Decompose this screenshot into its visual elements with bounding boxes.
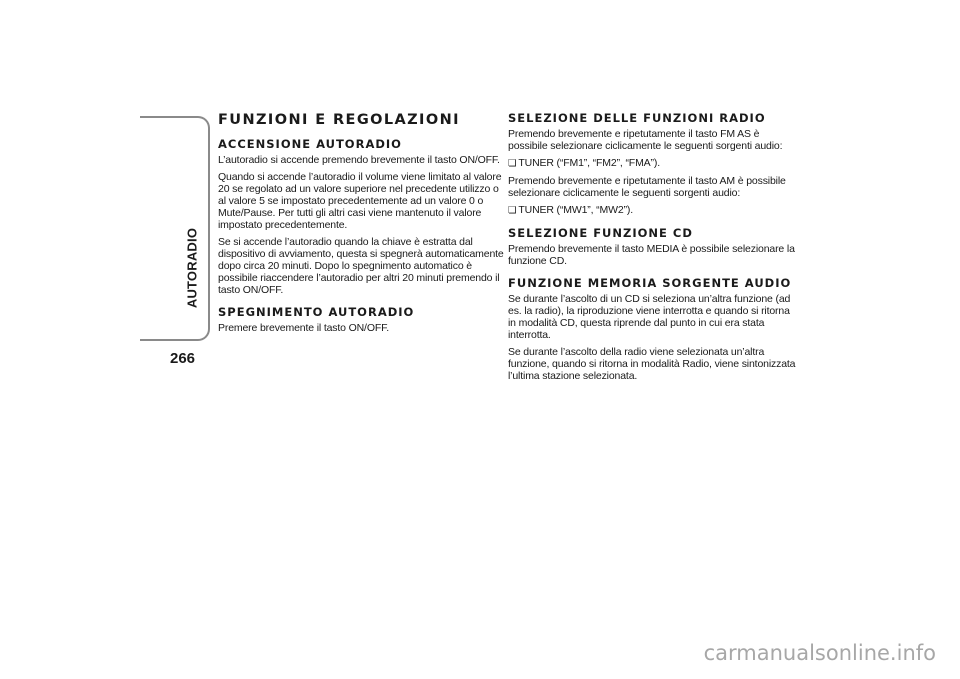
left-column (218, 112, 508, 344)
section-heading: SELEZIONE FUNZIONE CD (508, 226, 693, 240)
paragraph: Premere brevemente il tasto ON/OFF. (218, 322, 389, 334)
watermark-text: carmanualsonline.info (703, 641, 936, 665)
section-heading: FUNZIONE MEMORIA SORGENTE AUDIO (508, 276, 792, 290)
paragraph: Premendo brevemente e ripetutamente il tasto FM AS è possibile selezionare ciclicamente le seguenti sorgenti audio: (508, 128, 783, 152)
section-spegnimento (218, 306, 508, 334)
paragraph: Quando si accende l’autoradio il volume viene limitato al valore 20 se regolato ad un valore superiore nel precedente utilizzo o al valore 5 se impostato precedentemente ad un valore 0 o Mute/Pause. Per tutti gli altri casi viene mantenuto il valore impostato precedentemente. (218, 171, 502, 231)
page-number: 266 (170, 350, 196, 367)
section-heading: SELEZIONE DELLE FUNZIONI RADIO (508, 111, 766, 125)
section-funzioni-radio (508, 112, 798, 217)
section-memoria-sorgente (508, 277, 798, 382)
paragraph: L’autoradio si accende premendo brevemente il tasto ON/OFF. (218, 154, 500, 166)
paragraph: Se si accende l’autoradio quando la chiave è estratta dal dispositivo di avviamento, questa si spegnerà automaticamente dopo circa 20 minuti. Dopo lo spegnimento automatico è possibile riaccendere l’autoradio per altri 20 minuti premendo il tasto ON/OFF. (218, 236, 504, 296)
page-side-frame (140, 116, 210, 341)
section-heading: ACCENSIONE AUTORADIO (218, 137, 402, 151)
paragraph: Se durante l’ascolto di un CD si seleziona un’altra funzione (ad es. la radio), la riproduzione viene interrotta e quando si ritorna in modalità CD, questa riprende dal punto in cui era stata interrotta. (508, 293, 791, 341)
page-title: FUNZIONI E REGOLAZIONI (218, 112, 460, 128)
right-column (508, 112, 798, 392)
paragraph: Premendo brevemente il tasto MEDIA è possibile selezionare la funzione CD. (508, 243, 795, 267)
paragraph: Se durante l’ascolto della radio viene selezionata un’altra funzione, quando si ritorna in modalità Radio, viene sintonizzata l’ultima stazione selezionata. (508, 346, 796, 382)
section-heading: SPEGNIMENTO AUTORADIO (218, 305, 415, 319)
bullet-item: ❏ TUNER (“FM1”, “FM2”, “FMA”). (508, 157, 798, 170)
paragraph: Premendo brevemente e ripetutamente il tasto AM è possibile selezionare ciclicamente le seguenti sorgenti audio: (508, 175, 786, 199)
bullet-item: ❏ TUNER (“MW1”, “MW2”). (508, 204, 798, 217)
section-funzione-cd (508, 227, 798, 267)
section-side-label: AUTORADIO (184, 227, 200, 309)
section-accensione (218, 138, 508, 296)
